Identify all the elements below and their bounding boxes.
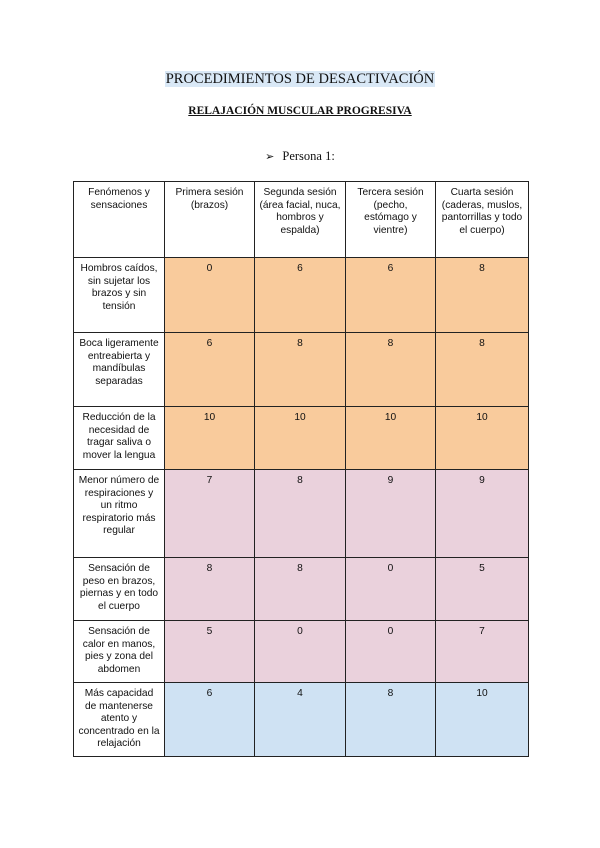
score-cell: 0 xyxy=(255,621,346,683)
row-label: Sensación de calor en manos, pies y zona del abdomen xyxy=(74,621,165,683)
row-label: Boca ligeramente entreabierta y mandíbulas separadas xyxy=(74,333,165,407)
score-cell: 9 xyxy=(436,470,529,558)
table-row xyxy=(74,407,529,470)
score-cell: 6 xyxy=(165,683,255,757)
table-row xyxy=(74,621,529,683)
score-cell: 8 xyxy=(255,470,346,558)
header-cell: Cuarta sesión (caderas, muslos, pantorrillas y todo el cuerpo) xyxy=(436,182,529,258)
row-label: Hombros caídos, sin sujetar los brazos y sin tensión xyxy=(74,258,165,333)
row-label: Reducción de la necesidad de tragar saliva o mover la lengua xyxy=(74,407,165,470)
score-cell: 8 xyxy=(165,558,255,621)
score-cell: 4 xyxy=(255,683,346,757)
score-cell: 6 xyxy=(165,333,255,407)
persona-label: Persona 1: xyxy=(282,149,335,163)
score-cell: 8 xyxy=(346,683,436,757)
document-subtitle: RELAJACIÓN MUSCULAR PROGRESIVA xyxy=(188,105,412,117)
score-cell: 5 xyxy=(436,558,529,621)
score-cell: 0 xyxy=(346,558,436,621)
score-cell: 9 xyxy=(346,470,436,558)
score-cell: 7 xyxy=(165,470,255,558)
score-cell: 10 xyxy=(255,407,346,470)
score-cell: 8 xyxy=(346,333,436,407)
score-cell: 10 xyxy=(436,407,529,470)
sessions-table xyxy=(73,181,529,757)
table-header-row xyxy=(74,182,529,258)
score-cell: 8 xyxy=(436,258,529,333)
persona-heading xyxy=(0,149,600,164)
score-cell: 6 xyxy=(346,258,436,333)
row-label: Sensación de peso en brazos, piernas y en todo el cuerpo xyxy=(74,558,165,621)
table-row xyxy=(74,470,529,558)
table-row xyxy=(74,258,529,333)
header-cell: Fenómenos y sensaciones xyxy=(74,182,165,258)
score-cell: 10 xyxy=(346,407,436,470)
title-text: PROCEDIMIENTOS DE DESACTIVACIÓN xyxy=(165,71,435,87)
score-cell: 5 xyxy=(165,621,255,683)
table-row xyxy=(74,683,529,757)
document-title xyxy=(0,71,600,88)
score-cell: 0 xyxy=(346,621,436,683)
score-cell: 8 xyxy=(255,333,346,407)
score-cell: 8 xyxy=(436,333,529,407)
header-cell: Segunda sesión (área facial, nuca, hombros y espalda) xyxy=(255,182,346,258)
arrowhead-bullet-icon: ➢ xyxy=(265,150,275,163)
score-cell: 7 xyxy=(436,621,529,683)
table-row xyxy=(74,333,529,407)
score-cell: 10 xyxy=(165,407,255,470)
score-cell: 10 xyxy=(436,683,529,757)
header-cell: Tercera sesión (pecho, estómago y vientre) xyxy=(346,182,436,258)
header-cell: Primera sesión (brazos) xyxy=(165,182,255,258)
row-label: Más capacidad de mantenerse atento y concentrado en la relajación xyxy=(74,683,165,757)
score-cell: 0 xyxy=(165,258,255,333)
score-cell: 6 xyxy=(255,258,346,333)
row-label: Menor número de respiraciones y un ritmo respiratorio más regular xyxy=(74,470,165,558)
score-cell: 8 xyxy=(255,558,346,621)
table-row xyxy=(74,558,529,621)
